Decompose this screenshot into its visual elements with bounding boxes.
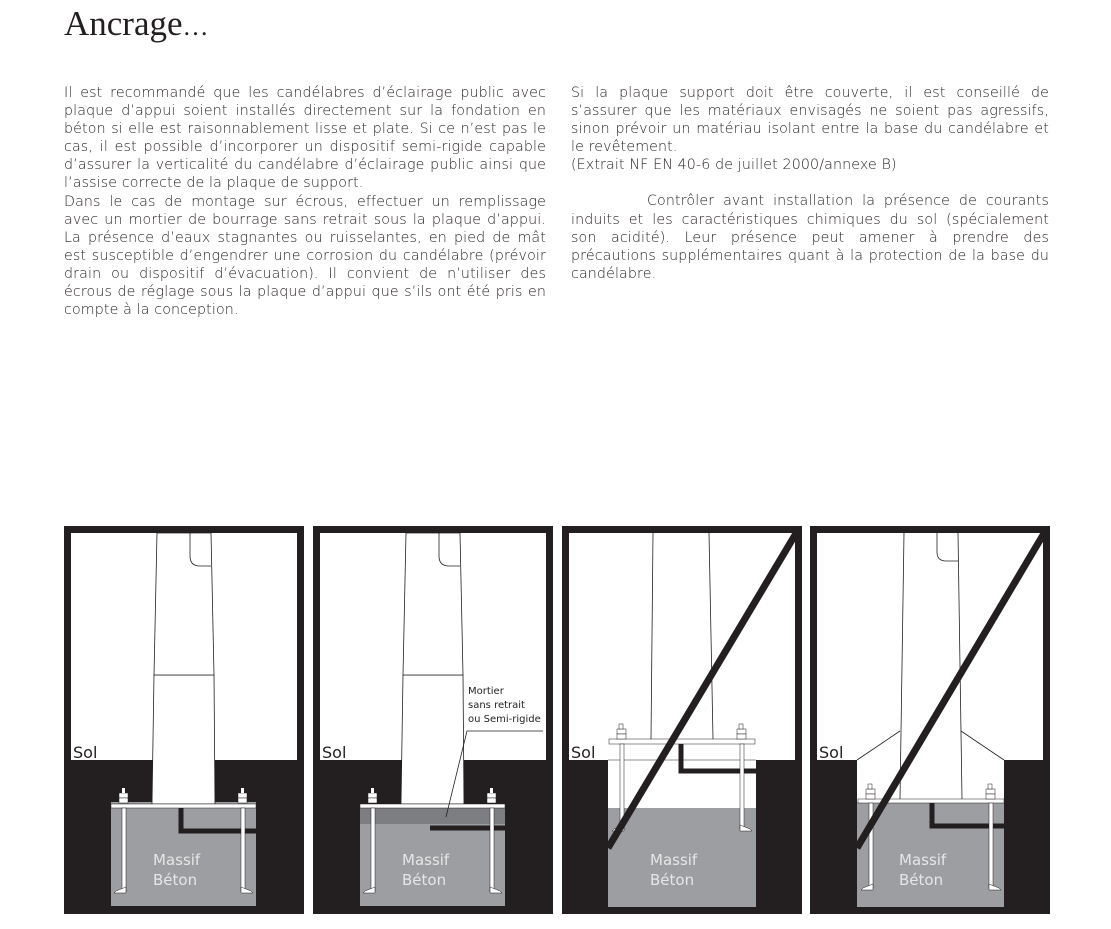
mortar-layer (360, 808, 505, 824)
block-label-line1: Massif (650, 851, 698, 869)
base-plate (360, 804, 505, 808)
base-plate (858, 799, 1004, 803)
diagram-panel-1 (64, 526, 304, 914)
paragraph-recommendation: Il est recommandé que les candélabres d’éclairage public avec plaque d’appui soient installés directement sur la fondation en béton si elle est raisonnablement lisse et plate. Si ce n’est pas le cas, il est possible d’incorporer un dispositif semi-rigide capable d’assurer la verticalité du candélabre d’éclairage public ainsi que l’assise correcte de la plaque de support. (64, 85, 546, 192)
base-plate (609, 739, 755, 744)
paragraph-nut-mounting: Dans le cas de montage sur écrous, effectuer un remplissage avec un mortier de bourrage sans retrait sous la plaque d’appui. La présence d’eaux stagnantes ou ruisselantes, en pied de mât est susceptible d’engendrer une corrosion du candélabre (prévoir drain ou dispositif d’évacuation). Il convient de n’utiliser des écrous de réglage sous la plaque d’appui que s’ils ont été pris en compte à la conception. (64, 193, 546, 319)
mast-base (152, 675, 215, 804)
diagram-panel-4 (810, 526, 1050, 914)
mast-shaft (403, 533, 463, 675)
block-label-line2: Béton (650, 871, 695, 889)
ground-label: Sol (322, 743, 347, 762)
paragraph-covered-plate: Si la plaque support doit être couverte, il est conseillé de s’assurer que les matériaux envisagés ne soient pas agressifs, sinon prévoir un matériau isolant entre la base du candélabre et le revêtement. (571, 85, 1049, 156)
block-label-line2: Béton (402, 871, 447, 889)
soil-right (1004, 760, 1043, 907)
base-plate (111, 804, 256, 808)
block-label-line2: Béton (899, 871, 944, 889)
mast-base (401, 675, 464, 804)
diagram-panel-2 (313, 526, 553, 914)
block-label-line1: Massif (153, 851, 201, 869)
standard-citation: (Extrait NF EN 40-6 de juillet 2000/annexe B) (571, 157, 897, 174)
annotation-line2: sans retrait (468, 700, 525, 711)
soil-left (569, 760, 608, 907)
ground-label: Sol (571, 743, 596, 762)
ground-label: Sol (819, 743, 844, 762)
block-label-line2: Béton (153, 871, 198, 889)
diagram-panel-3 (562, 526, 802, 914)
annotation-line3: ou Semi-rigide (468, 714, 541, 725)
paragraph-soil-check: Contrôler avant installation la présence de courants induits et les caractéristiques chimiques du sol (spécialement son acidité). Leur présence peut amener à prendre des précautions supplémentaires quant à la protection de la base du candélabre. (571, 193, 1049, 282)
block-label-line1: Massif (899, 851, 947, 869)
title-ellipsis: … (182, 12, 209, 41)
annotation-line1: Mortier (468, 686, 504, 697)
soil-left (817, 760, 857, 907)
ground-label: Sol (73, 743, 98, 762)
block-label-line1: Massif (402, 851, 450, 869)
page-title-text: Ancrage (64, 4, 183, 43)
soil-right (756, 760, 795, 907)
mast-shaft (154, 533, 214, 675)
